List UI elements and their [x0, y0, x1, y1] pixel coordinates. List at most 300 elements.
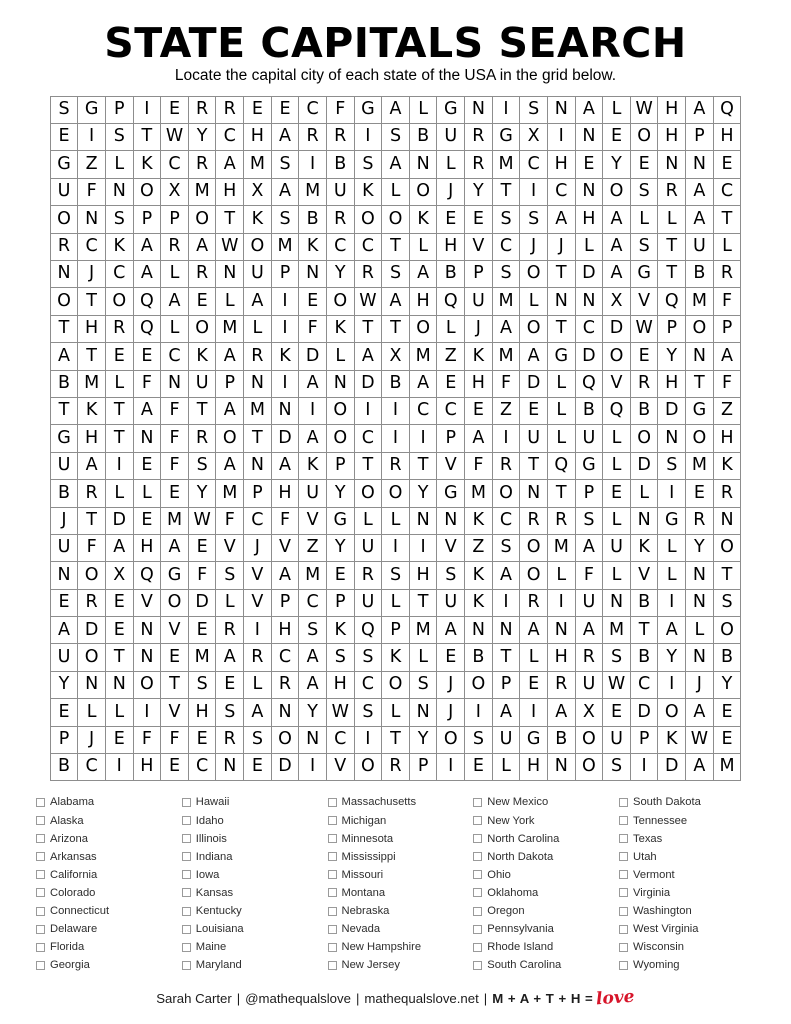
grid-cell[interactable]: L: [382, 507, 410, 534]
grid-cell[interactable]: T: [547, 315, 575, 342]
grid-cell[interactable]: A: [133, 397, 161, 424]
checkbox-icon[interactable]: [328, 834, 337, 843]
grid-cell[interactable]: K: [465, 343, 493, 370]
grid-cell[interactable]: A: [133, 260, 161, 287]
grid-cell[interactable]: T: [630, 617, 658, 644]
grid-cell[interactable]: I: [382, 397, 410, 424]
grid-cell[interactable]: V: [437, 534, 465, 561]
grid-cell[interactable]: Z: [465, 534, 493, 561]
grid-cell[interactable]: S: [271, 151, 299, 178]
grid-cell[interactable]: F: [161, 397, 189, 424]
checklist-item[interactable]: [619, 793, 753, 811]
checklist-item[interactable]: [473, 938, 607, 956]
grid-cell[interactable]: L: [658, 562, 686, 589]
checklist-item[interactable]: [619, 920, 753, 938]
grid-cell[interactable]: P: [271, 260, 299, 287]
grid-cell[interactable]: S: [326, 644, 354, 671]
grid-cell[interactable]: D: [575, 260, 603, 287]
grid-cell[interactable]: B: [382, 370, 410, 397]
grid-cell[interactable]: N: [271, 699, 299, 726]
grid-cell[interactable]: M: [686, 452, 714, 479]
grid-cell[interactable]: L: [547, 562, 575, 589]
grid-cell[interactable]: E: [713, 726, 741, 753]
checklist-item[interactable]: [36, 812, 170, 830]
grid-cell[interactable]: U: [437, 124, 465, 151]
grid-cell[interactable]: T: [658, 233, 686, 260]
grid-cell[interactable]: K: [326, 617, 354, 644]
grid-cell[interactable]: L: [686, 617, 714, 644]
grid-cell[interactable]: O: [713, 617, 741, 644]
grid-cell[interactable]: O: [382, 206, 410, 233]
grid-cell[interactable]: L: [603, 507, 631, 534]
grid-cell[interactable]: C: [78, 754, 106, 781]
grid-cell[interactable]: A: [686, 96, 714, 123]
grid-cell[interactable]: O: [520, 562, 548, 589]
grid-cell[interactable]: S: [105, 124, 133, 151]
grid-cell[interactable]: A: [133, 233, 161, 260]
grid-cell[interactable]: K: [105, 233, 133, 260]
grid-cell[interactable]: V: [216, 534, 244, 561]
grid-cell[interactable]: A: [216, 343, 244, 370]
grid-cell[interactable]: A: [686, 754, 714, 781]
grid-cell[interactable]: E: [603, 699, 631, 726]
grid-cell[interactable]: N: [271, 397, 299, 424]
grid-cell[interactable]: L: [437, 151, 465, 178]
checkbox-icon[interactable]: [473, 907, 482, 916]
grid-cell[interactable]: D: [271, 754, 299, 781]
checkbox-icon[interactable]: [473, 943, 482, 952]
grid-cell[interactable]: I: [465, 699, 493, 726]
grid-cell[interactable]: T: [78, 343, 106, 370]
grid-cell[interactable]: S: [299, 617, 327, 644]
grid-cell[interactable]: A: [50, 617, 78, 644]
grid-cell[interactable]: K: [465, 507, 493, 534]
grid-cell[interactable]: J: [78, 726, 106, 753]
grid-cell[interactable]: Y: [188, 124, 216, 151]
grid-cell[interactable]: M: [492, 288, 520, 315]
grid-cell[interactable]: Q: [547, 452, 575, 479]
grid-cell[interactable]: A: [188, 233, 216, 260]
grid-cell[interactable]: R: [78, 480, 106, 507]
grid-cell[interactable]: A: [216, 151, 244, 178]
grid-cell[interactable]: B: [465, 644, 493, 671]
grid-cell[interactable]: Z: [78, 151, 106, 178]
checkbox-icon[interactable]: [182, 852, 191, 861]
grid-cell[interactable]: A: [216, 397, 244, 424]
grid-cell[interactable]: O: [105, 288, 133, 315]
grid-cell[interactable]: N: [547, 754, 575, 781]
grid-cell[interactable]: A: [575, 534, 603, 561]
grid-cell[interactable]: D: [299, 343, 327, 370]
grid-cell[interactable]: Y: [409, 480, 437, 507]
grid-cell[interactable]: T: [188, 397, 216, 424]
grid-cell[interactable]: V: [299, 507, 327, 534]
checklist-item[interactable]: [36, 884, 170, 902]
grid-cell[interactable]: K: [78, 397, 106, 424]
grid-cell[interactable]: R: [520, 589, 548, 616]
grid-cell[interactable]: S: [520, 206, 548, 233]
grid-cell[interactable]: R: [326, 124, 354, 151]
checkbox-icon[interactable]: [328, 870, 337, 879]
grid-cell[interactable]: T: [133, 124, 161, 151]
checklist-item[interactable]: [328, 830, 462, 848]
grid-cell[interactable]: Q: [658, 288, 686, 315]
grid-cell[interactable]: A: [686, 206, 714, 233]
grid-cell[interactable]: S: [382, 562, 410, 589]
grid-cell[interactable]: S: [409, 671, 437, 698]
grid-cell[interactable]: N: [161, 370, 189, 397]
grid-cell[interactable]: I: [105, 754, 133, 781]
grid-cell[interactable]: O: [603, 343, 631, 370]
grid-cell[interactable]: T: [105, 397, 133, 424]
checklist-item[interactable]: [182, 956, 316, 974]
grid-cell[interactable]: J: [437, 699, 465, 726]
grid-cell[interactable]: I: [271, 315, 299, 342]
grid-cell[interactable]: U: [603, 534, 631, 561]
grid-cell[interactable]: M: [603, 617, 631, 644]
grid-cell[interactable]: C: [354, 425, 382, 452]
checkbox-icon[interactable]: [36, 888, 45, 897]
grid-cell[interactable]: B: [299, 206, 327, 233]
grid-cell[interactable]: O: [161, 589, 189, 616]
grid-cell[interactable]: U: [686, 233, 714, 260]
grid-cell[interactable]: I: [354, 397, 382, 424]
grid-cell[interactable]: R: [244, 644, 272, 671]
grid-cell[interactable]: K: [299, 452, 327, 479]
grid-cell[interactable]: L: [105, 699, 133, 726]
grid-cell[interactable]: H: [133, 534, 161, 561]
grid-cell[interactable]: M: [161, 507, 189, 534]
checklist-item[interactable]: [182, 830, 316, 848]
grid-cell[interactable]: G: [50, 151, 78, 178]
grid-cell[interactable]: K: [658, 726, 686, 753]
checkbox-icon[interactable]: [473, 852, 482, 861]
grid-cell[interactable]: V: [630, 288, 658, 315]
grid-cell[interactable]: A: [603, 233, 631, 260]
checklist-item[interactable]: [473, 830, 607, 848]
grid-cell[interactable]: W: [354, 288, 382, 315]
grid-cell[interactable]: I: [78, 124, 106, 151]
checkbox-icon[interactable]: [36, 834, 45, 843]
grid-cell[interactable]: B: [326, 151, 354, 178]
grid-cell[interactable]: O: [603, 178, 631, 205]
grid-cell[interactable]: H: [658, 96, 686, 123]
grid-cell[interactable]: H: [133, 754, 161, 781]
grid-cell[interactable]: S: [465, 726, 493, 753]
grid-cell[interactable]: J: [437, 178, 465, 205]
grid-cell[interactable]: G: [492, 124, 520, 151]
grid-cell[interactable]: H: [326, 671, 354, 698]
checkbox-icon[interactable]: [473, 798, 482, 807]
checkbox-icon[interactable]: [36, 961, 45, 970]
grid-cell[interactable]: C: [437, 397, 465, 424]
checkbox-icon[interactable]: [36, 907, 45, 916]
grid-cell[interactable]: R: [575, 644, 603, 671]
grid-cell[interactable]: S: [603, 754, 631, 781]
grid-cell[interactable]: U: [326, 178, 354, 205]
grid-cell[interactable]: N: [50, 562, 78, 589]
grid-cell[interactable]: X: [105, 562, 133, 589]
grid-cell[interactable]: A: [78, 452, 106, 479]
grid-cell[interactable]: E: [326, 562, 354, 589]
grid-cell[interactable]: X: [161, 178, 189, 205]
grid-cell[interactable]: V: [161, 699, 189, 726]
grid-cell[interactable]: T: [520, 452, 548, 479]
grid-cell[interactable]: A: [161, 534, 189, 561]
grid-cell[interactable]: E: [465, 754, 493, 781]
grid-cell[interactable]: O: [575, 754, 603, 781]
grid-cell[interactable]: E: [105, 617, 133, 644]
grid-cell[interactable]: A: [492, 562, 520, 589]
grid-cell[interactable]: S: [244, 726, 272, 753]
checklist-item[interactable]: [182, 902, 316, 920]
grid-cell[interactable]: R: [161, 233, 189, 260]
checklist-item[interactable]: [473, 902, 607, 920]
grid-cell[interactable]: E: [465, 397, 493, 424]
grid-cell[interactable]: P: [409, 754, 437, 781]
grid-cell[interactable]: T: [244, 425, 272, 452]
grid-cell[interactable]: H: [78, 315, 106, 342]
grid-cell[interactable]: N: [216, 260, 244, 287]
checklist-item[interactable]: [36, 902, 170, 920]
grid-cell[interactable]: N: [409, 507, 437, 534]
grid-cell[interactable]: N: [133, 644, 161, 671]
grid-cell[interactable]: L: [105, 370, 133, 397]
grid-cell[interactable]: I: [520, 699, 548, 726]
grid-cell[interactable]: E: [188, 288, 216, 315]
grid-cell[interactable]: X: [382, 343, 410, 370]
grid-cell[interactable]: L: [105, 151, 133, 178]
grid-cell[interactable]: U: [575, 589, 603, 616]
grid-cell[interactable]: A: [382, 288, 410, 315]
grid-cell[interactable]: O: [713, 534, 741, 561]
grid-cell[interactable]: H: [713, 124, 741, 151]
grid-cell[interactable]: J: [520, 233, 548, 260]
grid-cell[interactable]: G: [354, 96, 382, 123]
grid-cell[interactable]: H: [547, 644, 575, 671]
grid-cell[interactable]: C: [630, 671, 658, 698]
checklist-item[interactable]: [619, 812, 753, 830]
grid-cell[interactable]: N: [133, 617, 161, 644]
checkbox-icon[interactable]: [36, 852, 45, 861]
grid-cell[interactable]: J: [78, 260, 106, 287]
checkbox-icon[interactable]: [619, 870, 628, 879]
grid-cell[interactable]: I: [271, 288, 299, 315]
grid-cell[interactable]: L: [658, 534, 686, 561]
grid-cell[interactable]: Y: [326, 260, 354, 287]
grid-cell[interactable]: A: [409, 370, 437, 397]
grid-cell[interactable]: C: [326, 726, 354, 753]
checklist-item[interactable]: [182, 848, 316, 866]
grid-cell[interactable]: L: [382, 699, 410, 726]
grid-cell[interactable]: L: [133, 480, 161, 507]
grid-cell[interactable]: M: [188, 644, 216, 671]
grid-cell[interactable]: M: [686, 288, 714, 315]
grid-cell[interactable]: R: [492, 452, 520, 479]
grid-cell[interactable]: S: [216, 562, 244, 589]
grid-cell[interactable]: E: [161, 96, 189, 123]
checklist-item[interactable]: [328, 866, 462, 884]
checkbox-icon[interactable]: [619, 816, 628, 825]
grid-cell[interactable]: E: [244, 96, 272, 123]
checklist-item[interactable]: [36, 956, 170, 974]
checkbox-icon[interactable]: [182, 943, 191, 952]
grid-cell[interactable]: A: [216, 452, 244, 479]
grid-cell[interactable]: E: [299, 288, 327, 315]
grid-cell[interactable]: H: [437, 233, 465, 260]
grid-cell[interactable]: N: [603, 589, 631, 616]
checklist-item[interactable]: [473, 793, 607, 811]
grid-cell[interactable]: T: [547, 260, 575, 287]
grid-cell[interactable]: A: [547, 206, 575, 233]
grid-cell[interactable]: L: [603, 452, 631, 479]
grid-cell[interactable]: P: [686, 124, 714, 151]
grid-cell[interactable]: I: [630, 754, 658, 781]
checklist-item[interactable]: [473, 884, 607, 902]
grid-cell[interactable]: D: [520, 370, 548, 397]
checkbox-icon[interactable]: [328, 925, 337, 934]
grid-cell[interactable]: L: [409, 96, 437, 123]
grid-cell[interactable]: L: [105, 480, 133, 507]
checkbox-icon[interactable]: [36, 816, 45, 825]
grid-cell[interactable]: H: [244, 124, 272, 151]
grid-cell[interactable]: P: [575, 480, 603, 507]
grid-cell[interactable]: O: [630, 124, 658, 151]
grid-cell[interactable]: A: [271, 452, 299, 479]
checkbox-icon[interactable]: [182, 834, 191, 843]
grid-cell[interactable]: E: [133, 507, 161, 534]
checklist-item[interactable]: [36, 848, 170, 866]
grid-cell[interactable]: L: [630, 480, 658, 507]
grid-cell[interactable]: N: [465, 96, 493, 123]
grid-cell[interactable]: Y: [188, 480, 216, 507]
grid-cell[interactable]: J: [244, 534, 272, 561]
grid-cell[interactable]: R: [658, 178, 686, 205]
checklist-item[interactable]: [473, 812, 607, 830]
grid-cell[interactable]: A: [216, 644, 244, 671]
checkbox-icon[interactable]: [619, 852, 628, 861]
grid-cell[interactable]: X: [520, 124, 548, 151]
checklist-item[interactable]: [619, 956, 753, 974]
footer-website[interactable]: mathequalslove.net: [364, 991, 479, 1007]
grid-cell[interactable]: P: [271, 589, 299, 616]
grid-cell[interactable]: E: [105, 343, 133, 370]
checkbox-icon[interactable]: [328, 816, 337, 825]
checkbox-icon[interactable]: [473, 834, 482, 843]
grid-cell[interactable]: F: [713, 288, 741, 315]
grid-cell[interactable]: P: [465, 260, 493, 287]
grid-cell[interactable]: I: [354, 726, 382, 753]
checklist-item[interactable]: [36, 793, 170, 811]
grid-cell[interactable]: M: [409, 343, 437, 370]
grid-cell[interactable]: S: [437, 562, 465, 589]
grid-cell[interactable]: O: [437, 726, 465, 753]
grid-cell[interactable]: G: [161, 562, 189, 589]
grid-cell[interactable]: I: [658, 480, 686, 507]
grid-cell[interactable]: N: [216, 754, 244, 781]
grid-cell[interactable]: E: [216, 671, 244, 698]
grid-cell[interactable]: H: [78, 425, 106, 452]
checkbox-icon[interactable]: [36, 870, 45, 879]
checklist-item[interactable]: [328, 938, 462, 956]
grid-cell[interactable]: L: [713, 233, 741, 260]
grid-cell[interactable]: N: [244, 452, 272, 479]
grid-cell[interactable]: H: [575, 206, 603, 233]
grid-cell[interactable]: O: [354, 206, 382, 233]
grid-cell[interactable]: C: [216, 124, 244, 151]
grid-cell[interactable]: H: [658, 370, 686, 397]
grid-cell[interactable]: V: [161, 617, 189, 644]
grid-cell[interactable]: W: [161, 124, 189, 151]
grid-cell[interactable]: O: [326, 425, 354, 452]
grid-cell[interactable]: L: [216, 589, 244, 616]
grid-cell[interactable]: K: [465, 562, 493, 589]
checklist-item[interactable]: [182, 920, 316, 938]
grid-cell[interactable]: A: [161, 288, 189, 315]
grid-cell[interactable]: U: [354, 589, 382, 616]
grid-cell[interactable]: E: [713, 151, 741, 178]
checkbox-icon[interactable]: [182, 925, 191, 934]
grid-cell[interactable]: A: [244, 699, 272, 726]
grid-cell[interactable]: J: [686, 671, 714, 698]
grid-cell[interactable]: B: [630, 644, 658, 671]
checkbox-icon[interactable]: [619, 907, 628, 916]
grid-cell[interactable]: N: [409, 151, 437, 178]
grid-cell[interactable]: H: [216, 178, 244, 205]
checkbox-icon[interactable]: [619, 961, 628, 970]
grid-cell[interactable]: E: [437, 644, 465, 671]
grid-cell[interactable]: I: [133, 96, 161, 123]
grid-cell[interactable]: L: [658, 206, 686, 233]
grid-cell[interactable]: M: [78, 370, 106, 397]
grid-cell[interactable]: R: [326, 206, 354, 233]
grid-cell[interactable]: U: [465, 288, 493, 315]
grid-cell[interactable]: C: [354, 233, 382, 260]
grid-cell[interactable]: E: [188, 726, 216, 753]
grid-cell[interactable]: A: [50, 343, 78, 370]
grid-cell[interactable]: F: [271, 507, 299, 534]
checklist-item[interactable]: [182, 866, 316, 884]
grid-cell[interactable]: R: [188, 151, 216, 178]
grid-cell[interactable]: T: [492, 644, 520, 671]
grid-cell[interactable]: N: [575, 288, 603, 315]
grid-cell[interactable]: G: [78, 96, 106, 123]
grid-cell[interactable]: M: [271, 233, 299, 260]
grid-cell[interactable]: O: [188, 315, 216, 342]
grid-cell[interactable]: O: [133, 178, 161, 205]
grid-cell[interactable]: L: [437, 315, 465, 342]
grid-cell[interactable]: U: [354, 534, 382, 561]
grid-cell[interactable]: A: [299, 370, 327, 397]
grid-cell[interactable]: T: [50, 315, 78, 342]
grid-cell[interactable]: O: [686, 315, 714, 342]
grid-cell[interactable]: P: [382, 617, 410, 644]
grid-cell[interactable]: Q: [575, 370, 603, 397]
grid-cell[interactable]: B: [409, 124, 437, 151]
checklist-item[interactable]: [36, 920, 170, 938]
grid-cell[interactable]: P: [326, 589, 354, 616]
grid-cell[interactable]: A: [492, 699, 520, 726]
grid-cell[interactable]: S: [50, 96, 78, 123]
grid-cell[interactable]: Z: [437, 343, 465, 370]
grid-cell[interactable]: N: [326, 370, 354, 397]
grid-cell[interactable]: P: [216, 370, 244, 397]
grid-cell[interactable]: R: [547, 671, 575, 698]
grid-cell[interactable]: S: [630, 233, 658, 260]
grid-cell[interactable]: L: [161, 315, 189, 342]
grid-cell[interactable]: L: [603, 96, 631, 123]
grid-cell[interactable]: L: [244, 315, 272, 342]
